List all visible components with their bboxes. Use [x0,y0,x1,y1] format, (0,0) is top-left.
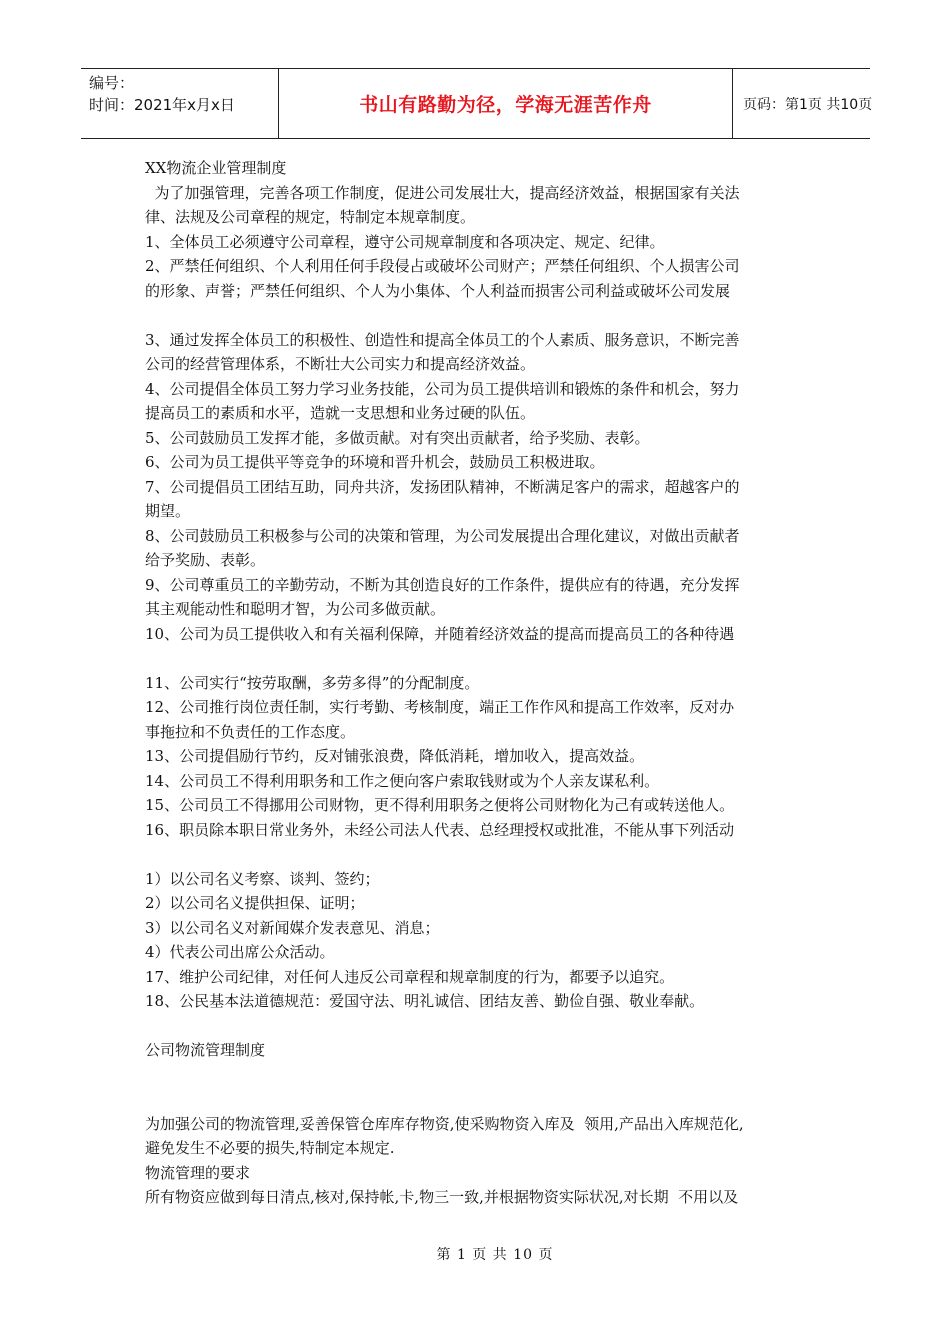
text-line: 避免发生不必要的损失,特制定本规定. [145,1139,395,1157]
text-line: 11、公司实行“按劳取酬，多劳多得”的分配制度。 [145,673,480,692]
text-line: 1、全体员工必须遵守公司章程，遵守公司规章制度和各项决定、规定、纪律。 [145,232,665,251]
text-line: 2）以公司名义提供担保、证明； [145,894,365,912]
blank-line [145,303,815,328]
text-line: 13、公司提倡励行节约，反对铺张浪费，降低消耗，增加收入，提高效益。 [145,747,645,765]
blank-line [145,1014,815,1039]
text-line: 16、职员除本职日常业务外，未经公司法人代表、总经理授权或批准，不能从事下列活动 [145,820,735,839]
text-line: 所有物资应做到每日清点,核对,保持帐,卡,物三一致,并根据物资实际状况,对长期 不用以及 [145,1188,739,1206]
text-line: 6、公司为员工提供平等竞争的环境和晋升机会，鼓励员工积极进取。 [145,453,605,471]
text-line: 4、公司提倡全体员工努力学习业务技能，公司为员工提供培训和锻炼的条件和机会，努力 [145,379,740,398]
text-line: 律、法规及公司章程的规定，特制定本规章制度。 [145,208,476,226]
text-line: 事拖拉和不负责任的工作态度。 [145,722,356,741]
number-label: 编号： [89,74,135,92]
footer-page-number: 第 1 页 共 10 页 [436,1247,554,1263]
text-line: 10、公司为员工提供收入和有关福利保障，并随着经济效益的提高而提高员工的各种待遇 [145,624,735,643]
text-line: 2、严禁任何组织、个人利用任何手段侵占或破坏公司财产；严禁任何组织、个人损害公司 [145,257,740,275]
text-line: 公司的经营管理体系，不断壮大公司实力和提高经济效益。 [145,355,536,373]
text-line: 5、公司鼓励员工发挥才能，多做贡献。对有突出贡献者，给予奖励、表彰。 [145,428,650,447]
text-line: 提高员工的素质和水平，造就一支思想和业务过硬的队伍。 [145,404,536,422]
text-line: 3）以公司名义对新闻媒介发表意见、消息； [145,918,440,937]
text-line: 其主观能动性和聪明才智，为公司多做贡献。 [145,600,446,618]
text-line: 12、公司推行岗位责任制，实行考勤、考核制度，端正工作作风和提高工作效率，反对办 [145,698,735,716]
text-line: 15、公司员工不得挪用公司财物，更不得利用职务之便将公司财物化为己有或转送他人。 [145,796,735,814]
document-body [145,156,815,1210]
page-info: 页码：第1页 共10页 [743,96,873,113]
text-line: 17、维护公司纪律，对任何人违反公司章程和规章制度的行为，都要予以追究。 [145,967,675,986]
text-line: 为了加强管理，完善各项工作制度，促进公司发展壮大，提高经济效益，根据国家有关法 [145,183,740,202]
header-page-cell [732,69,873,138]
text-line: 4）代表公司出席公众活动。 [145,943,335,961]
blank-line [145,1087,815,1112]
page-footer [0,1244,950,1264]
text-line: 物流管理的要求 [145,1163,251,1182]
text-line: 14、公司员工不得利用职务和工作之便向客户索取钱财或为个人亲友谋私利。 [145,771,660,790]
text-line: XX物流企业管理制度 [145,159,287,177]
header-motto-cell [279,69,733,138]
text-line: 公司物流管理制度 [145,1041,266,1059]
text-line: 9、公司尊重员工的辛勤劳动，不断为其创造良好的工作条件，提供应有的待遇，充分发挥 [145,575,740,594]
header-meta-cell [81,69,279,138]
text-line: 期望。 [145,502,191,520]
text-line: 7、公司提倡员工团结互助，同舟共济，发扬团队精神，不断满足客户的需求，超越客户的 [145,477,740,496]
blank-line [145,1063,815,1088]
date-label: 时间：2021年x月x日 [89,96,235,114]
text-line: 为加强公司的物流管理,妥善保管仓库库存物资,使采购物资入库及 领用,产品出入库规范化, [145,1114,744,1133]
motto-text: 书山有路勤为径，学海无涯苦作舟 [359,94,652,116]
text-line: 给予奖励、表彰。 [145,551,266,569]
text-line: 18、公民基本法道德规范：爱国守法、明礼诚信、团结友善、勤俭自强、敬业奉献。 [145,992,705,1010]
text-line: 1）以公司名义考察、谈判、签约； [145,869,380,888]
text-line: 3、通过发挥全体员工的积极性、创造性和提高全体员工的个人素质、服务意识，不断完善 [145,330,740,349]
text-line: 的形象、声誉；严禁任何组织、个人为小集体、个人利益而损害公司利益或破坏公司发展 [145,281,731,300]
blank-line [145,646,815,671]
text-line: 8、公司鼓励员工积极参与公司的决策和管理，为公司发展提出合理化建议，对做出贡献者 [145,526,740,545]
blank-line [145,842,815,867]
document-header [81,68,873,139]
